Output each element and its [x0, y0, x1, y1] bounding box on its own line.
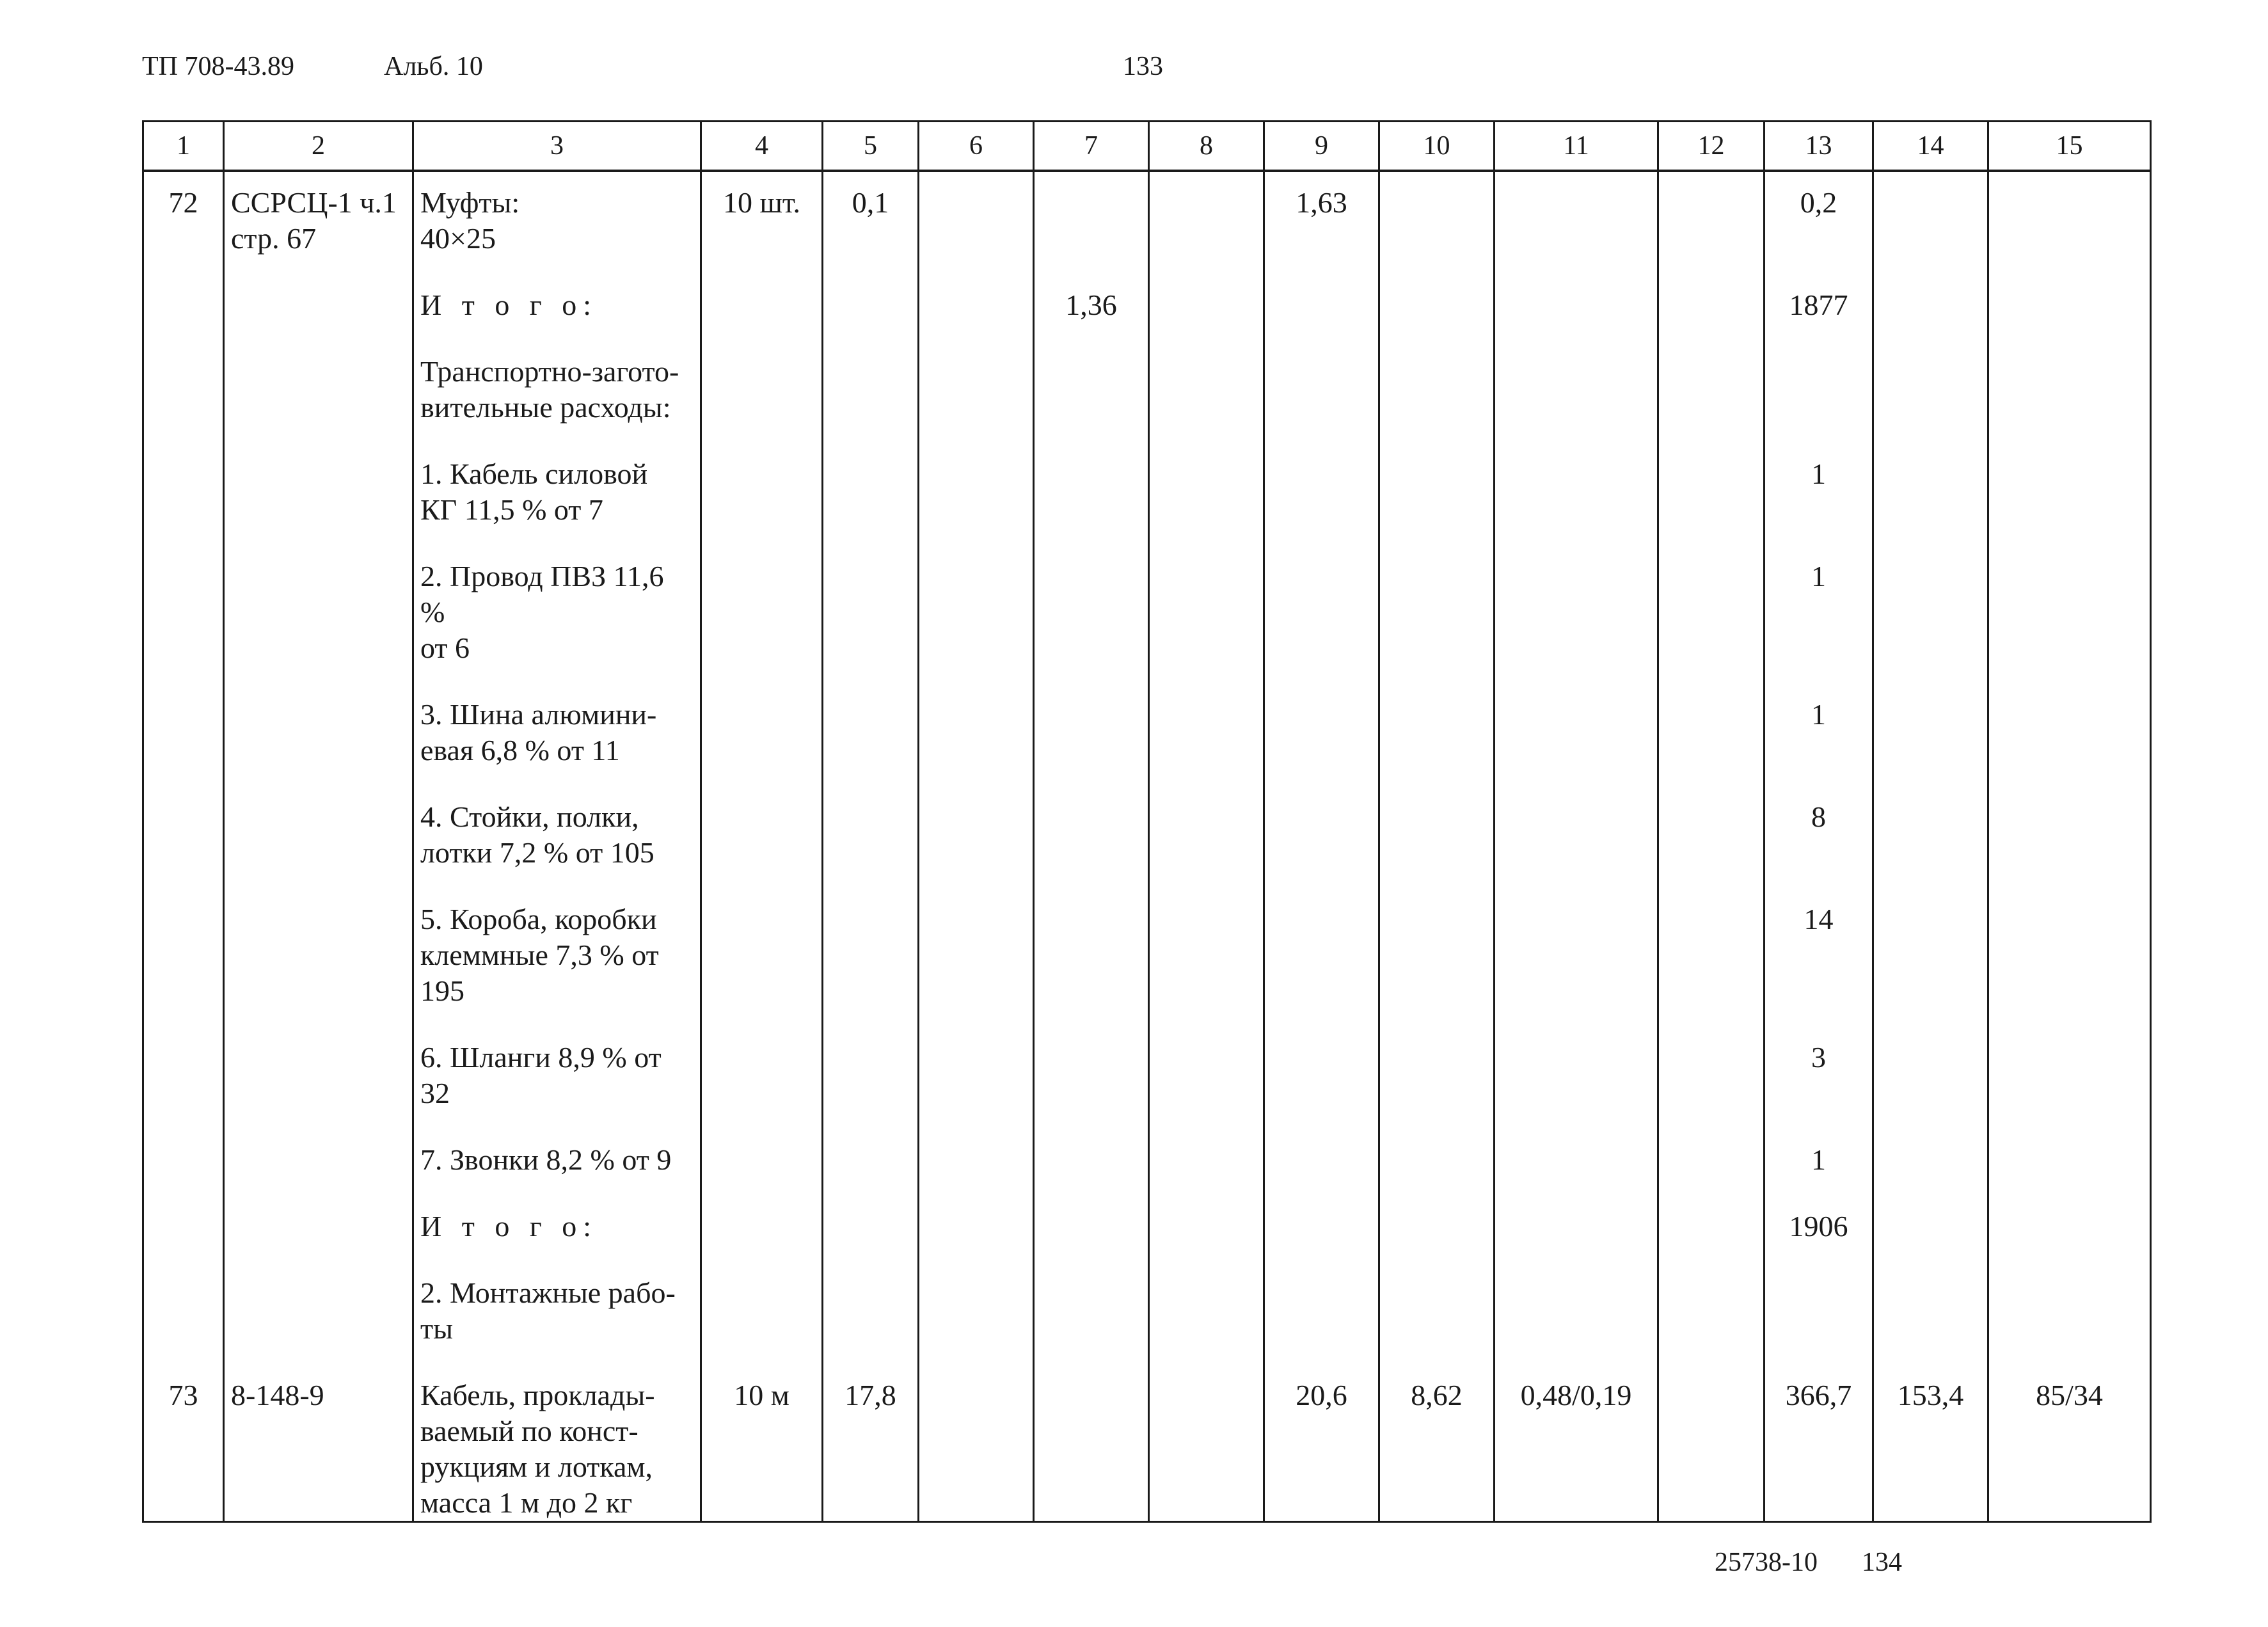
quantity-cell: 17,8	[823, 1365, 919, 1521]
item-description	[413, 786, 701, 889]
table-cell	[1149, 171, 1264, 274]
item-description	[413, 684, 701, 786]
table-cell	[1495, 171, 1658, 274]
total-wage-cell: 153,4	[1873, 1365, 1988, 1521]
table-row	[143, 684, 2151, 786]
cell-line: 1. Кабель силовой	[420, 457, 648, 490]
item-description	[413, 889, 701, 1027]
column-number: 1	[143, 122, 224, 171]
cell-line: масса 1 м до 2 кг	[420, 1486, 633, 1519]
cell-line: Транспортно-загото-	[420, 355, 679, 388]
row-number: 72	[143, 171, 224, 274]
column-number: 3	[413, 122, 701, 171]
cell-line: вительные расходы:	[420, 391, 671, 424]
item-description	[413, 443, 701, 546]
table-cell	[1379, 171, 1495, 274]
column-number: 10	[1379, 122, 1495, 171]
table-row	[143, 546, 2151, 684]
cell-line: клеммные 7,3 % от	[420, 939, 659, 971]
total-cost-cell: 3	[1764, 1027, 1873, 1129]
cell-line: лотки 7,2 % от 105	[420, 836, 654, 869]
page-number: 133	[1123, 52, 1163, 81]
norm-reference	[224, 171, 413, 274]
item-description	[413, 546, 701, 684]
cell-line: ССРСЦ-1 ч.1	[231, 186, 397, 219]
item-description	[413, 341, 701, 443]
column-number: 13	[1764, 122, 1873, 171]
cell-line: 32	[420, 1077, 450, 1109]
cell-line: 2. Провод ПВЗ 11,6 %	[420, 560, 664, 628]
table-cell	[1988, 171, 2151, 274]
total-cost-cell: 1	[1764, 546, 1873, 684]
table-cell	[1034, 171, 1149, 274]
item-description	[413, 171, 701, 274]
item-description	[413, 1365, 701, 1521]
table-cell	[1873, 171, 1988, 274]
column-number: 4	[701, 122, 823, 171]
document-code: ТП 708-43.89	[142, 52, 294, 81]
table-row	[143, 1196, 2151, 1262]
column-number: 9	[1264, 122, 1379, 171]
subtotal-cell: 1906	[1764, 1196, 1873, 1262]
table-row	[143, 1262, 2151, 1365]
item-description	[413, 1027, 701, 1129]
total-cost-cell: 1	[1764, 443, 1873, 546]
column-number: 7	[1034, 122, 1149, 171]
footer-document-number: 25738-10	[1715, 1548, 1818, 1577]
column-number: 5	[823, 122, 919, 171]
unit-cost-cell: 20,6	[1264, 1365, 1379, 1521]
cell-line: 40×25	[420, 222, 496, 255]
total-cost-cell: 1	[1764, 684, 1873, 786]
footer-page-number: 134	[1862, 1548, 1902, 1577]
total-cost-cell: 366,7	[1764, 1365, 1873, 1521]
table-row	[143, 171, 2151, 274]
cell-line: 3. Шина алюмини-	[420, 698, 657, 731]
table-row	[143, 889, 2151, 1027]
cell-line: евая 6,8 % от 11	[420, 734, 620, 766]
table-row	[143, 443, 2151, 546]
column-number: 6	[919, 122, 1034, 171]
subtotal-cell: 1,36	[1034, 274, 1149, 341]
total-cost-cell: 1	[1764, 1129, 1873, 1196]
column-number: 8	[1149, 122, 1264, 171]
cell-line: ты	[420, 1312, 454, 1345]
unit-cost-cell: 1,63	[1264, 171, 1379, 274]
column-number: 14	[1873, 122, 1988, 171]
cell-line: рукциям и лоткам,	[420, 1450, 653, 1483]
table-cell	[1658, 171, 1764, 274]
wage-cell: 8,62	[1379, 1365, 1495, 1521]
cell-line: 195	[420, 974, 464, 1007]
column-number: 11	[1495, 122, 1658, 171]
subtotal-cell: 1877	[1764, 274, 1873, 341]
total-cost-cell: 8	[1764, 786, 1873, 889]
table-row	[143, 274, 2151, 341]
quantity-cell: 0,1	[823, 171, 919, 274]
table-row	[143, 1129, 2151, 1196]
unit-cell: 10 шт.	[701, 171, 823, 274]
table-row	[143, 1027, 2151, 1129]
column-number: 12	[1658, 122, 1764, 171]
cell-line: 2. Монтажные рабо-	[420, 1276, 676, 1309]
unit-cell: 10 м	[701, 1365, 823, 1521]
cell-line: Муфты:	[420, 186, 520, 219]
cell-line: стр. 67	[231, 222, 317, 255]
cell-line: 5. Короба, коробки	[420, 903, 657, 935]
table-cell	[919, 171, 1034, 274]
cell-line: от 6	[420, 631, 470, 664]
table-filler-row	[143, 1521, 2151, 1522]
table-row	[143, 786, 2151, 889]
subtotal-label: И т о г о:	[413, 1196, 701, 1262]
cell-line: ваемый по конст-	[420, 1415, 638, 1447]
column-number: 15	[1988, 122, 2151, 171]
table-row	[143, 341, 2151, 443]
cell-line: 4. Стойки, полки,	[420, 800, 639, 833]
total-cost-cell: 14	[1764, 889, 1873, 1027]
norm-reference: 8-148-9	[224, 1365, 413, 1521]
cell-line: КГ 11,5 % от 7	[420, 493, 603, 526]
album-number: Альб. 10	[384, 52, 483, 81]
cell-line: Кабель, проклады-	[420, 1379, 655, 1411]
total-cost-cell: 0,2	[1764, 171, 1873, 274]
subtotal-label: И т о г о:	[413, 274, 701, 341]
item-description: 7. Звонки 8,2 % от 9	[413, 1129, 701, 1196]
column-number: 2	[224, 122, 413, 171]
column-number-row	[143, 122, 2151, 171]
machine-cost-cell: 0,48/0,19	[1495, 1365, 1658, 1521]
estimate-table	[142, 120, 2152, 1523]
section-heading	[413, 1262, 701, 1365]
table-row	[143, 1365, 2151, 1521]
row-number: 73	[143, 1365, 224, 1521]
total-machine-cell: 85/34	[1988, 1365, 2151, 1521]
cell-line: 6. Шланги 8,9 % от	[420, 1041, 662, 1074]
